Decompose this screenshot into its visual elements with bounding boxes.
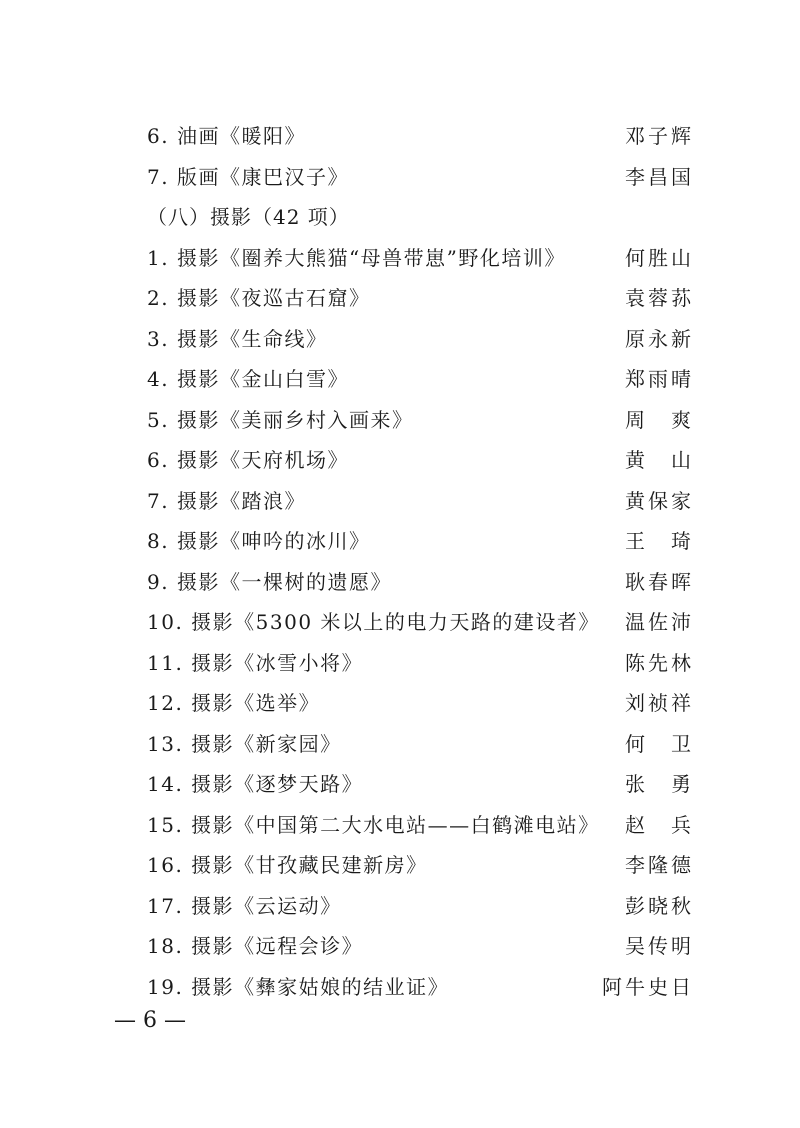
item-author: 李昌国: [625, 164, 694, 189]
item-author: 黄保家: [625, 488, 694, 513]
item-author: 周 爽: [625, 407, 694, 432]
item-title: 2. 摄影《夜巡古石窟》: [147, 286, 371, 310]
item-title: 19. 摄影《彝家姑娘的结业证》: [147, 974, 450, 999]
item-title: 12. 摄影《选举》: [147, 691, 321, 715]
item-author: 张 勇: [625, 772, 694, 796]
item-author: 黄 山: [625, 448, 694, 472]
section-title: （八）摄影（42 项）: [147, 205, 350, 229]
list-item: [0, 845, 800, 886]
list-item: [0, 683, 800, 724]
item-author: 刘祯祥: [625, 691, 694, 715]
list-item: [0, 481, 800, 522]
list-item: [0, 643, 800, 684]
item-author: 彭晓秋: [625, 893, 694, 918]
list-item: [0, 238, 800, 279]
item-title: 17. 摄影《云运动》: [147, 893, 342, 918]
item-title: 11. 摄影《冰雪小将》: [147, 650, 364, 675]
item-title: 1. 摄影《圈养大熊猫“母兽带崽”野化培训》: [147, 245, 566, 270]
item-title: 18. 摄影《远程会诊》: [147, 934, 364, 958]
list-item: [0, 602, 800, 643]
item-title: 7. 版画《康巴汉子》: [147, 164, 349, 189]
list-item: [0, 157, 800, 198]
item-title: 9. 摄影《一棵树的遗愿》: [147, 569, 392, 594]
award-list: [0, 116, 800, 1007]
list-item: [0, 926, 800, 967]
item-author: 陈先林: [625, 650, 694, 675]
item-author: 吴传明: [625, 934, 694, 958]
item-title: 7. 摄影《踏浪》: [147, 488, 306, 513]
page-number: — 6 —: [114, 1008, 186, 1033]
item-author: 何胜山: [625, 245, 694, 270]
list-item: [0, 278, 800, 319]
item-author: 耿春晖: [625, 569, 694, 594]
item-author: 何 卫: [625, 731, 694, 756]
list-item: [0, 886, 800, 927]
item-author: 赵 兵: [625, 812, 694, 837]
item-title: 5. 摄影《美丽乡村入画来》: [147, 407, 414, 432]
item-title: 6. 摄影《天府机场》: [147, 448, 349, 472]
item-title: 3. 摄影《生命线》: [147, 326, 328, 351]
item-title: 8. 摄影《呻吟的冰川》: [147, 529, 371, 553]
item-title: 10. 摄影《5300 米以上的电力天路的建设者》: [147, 610, 600, 634]
list-item: [0, 359, 800, 400]
item-author: 温佐沛: [625, 610, 694, 634]
item-author: 郑雨晴: [625, 367, 694, 391]
list-item: [0, 724, 800, 765]
list-item: [0, 116, 800, 157]
list-item: [0, 440, 800, 481]
item-author: 阿牛史日: [602, 974, 694, 999]
item-author: 王 琦: [625, 529, 694, 553]
item-author: 原永新: [625, 326, 694, 351]
item-title: 15. 摄影《中国第二大水电站——白鹤滩电站》: [147, 812, 600, 837]
list-item: [0, 805, 800, 846]
list-item: [0, 521, 800, 562]
item-author: 李隆德: [625, 853, 694, 877]
item-title: 14. 摄影《逐梦天路》: [147, 772, 364, 796]
item-title: 16. 摄影《甘孜藏民建新房》: [147, 853, 428, 877]
item-author: 邓子辉: [625, 124, 694, 148]
list-item: [0, 764, 800, 805]
item-title: 4. 摄影《金山白雪》: [147, 367, 349, 391]
item-title: 6. 油画《暖阳》: [147, 124, 306, 148]
list-item: [0, 400, 800, 441]
item-author: 袁蓉荪: [625, 286, 694, 310]
list-item: [0, 319, 800, 360]
list-item: [0, 967, 800, 1008]
list-item: [0, 562, 800, 603]
section-heading: [0, 197, 800, 238]
item-title: 13. 摄影《新家园》: [147, 731, 342, 756]
